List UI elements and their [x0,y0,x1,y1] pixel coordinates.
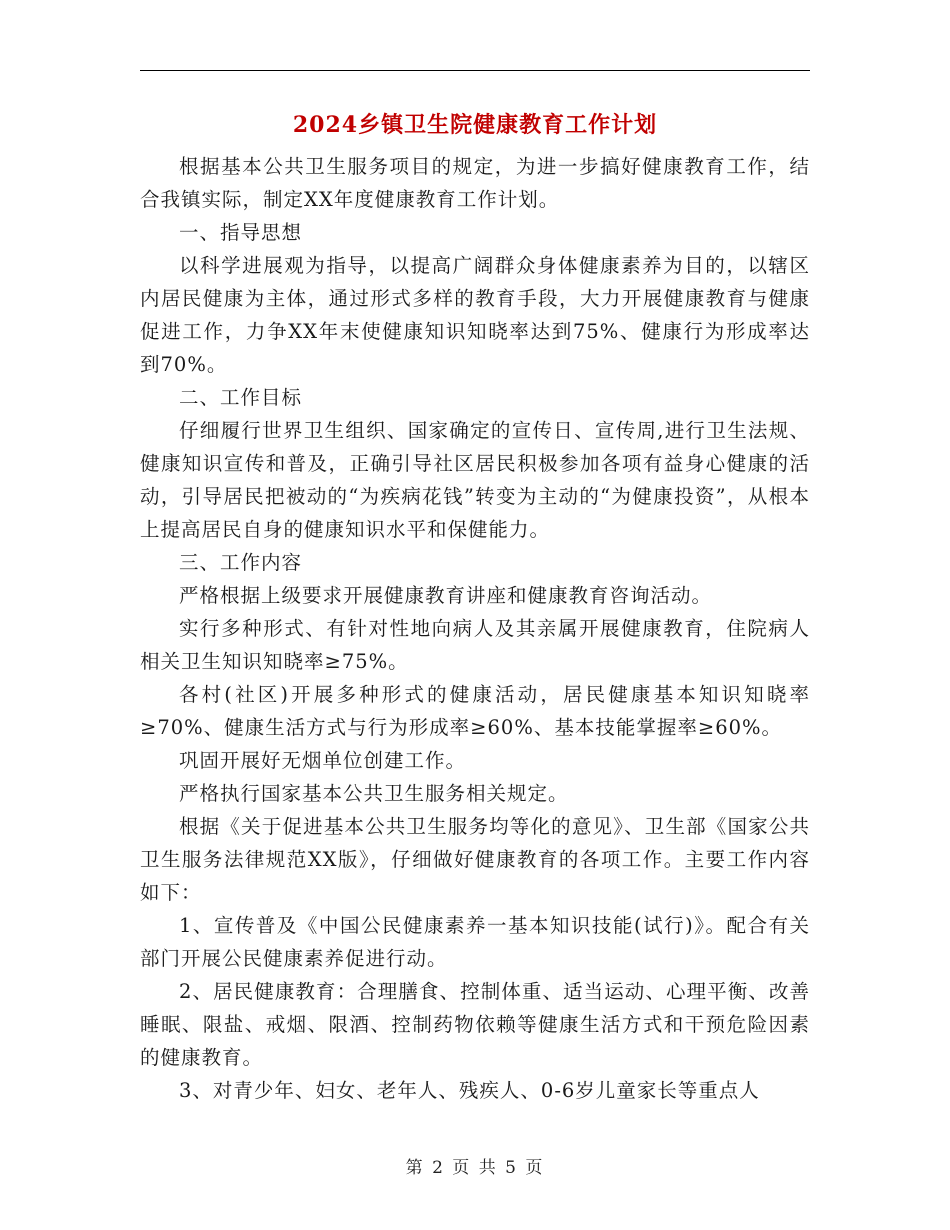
page-number: 第 2 页 共 5 页 [405,1158,545,1178]
paragraph: 严格根据上级要求开展健康教育讲座和健康教育咨询活动。 [179,584,713,607]
list-item: 1、宣传普及《中国公民健康素养一基本知识技能(试行)》。配合有关部门开展公民健康素养促进行动。 [140,914,810,970]
section-heading: 一、指导思想 [179,221,303,244]
document-title: 2024乡镇卫生院健康教育工作计划 [292,112,658,138]
header-rule [140,70,810,71]
document-body [140,150,810,1107]
paragraph: 根据基本公共卫生服务项目的规定，为进一步搞好健康教育工作，结合我镇实际，制定XX年度健康教育工作计划。 [140,155,810,211]
list-item: 3、对青少年、妇女、老年人、残疾人、0-6岁儿童家长等重点人 [179,1079,760,1102]
paragraph: 严格执行国家基本公共卫生服务相关规定。 [179,782,569,805]
section-heading: 三、工作内容 [179,551,303,574]
paragraph: 以科学进展观为指导，以提高广阔群众身体健康素养为目的，以辖区内居民健康为主体，通过形式多样的教育手段，大力开展健康教育与健康促进工作，力争XX年末使健康知识知晓率达到75%、健康行为形成率达到70%。 [140,254,810,376]
section-heading: 二、工作目标 [179,386,303,409]
list-item: 2、居民健康教育：合理膳食、控制体重、适当运动、心理平衡、改善睡眠、限盐、戒烟、限酒、控制药物依赖等健康生活方式和干预危险因素的健康教育。 [140,980,810,1069]
paragraph: 根据《关于促进基本公共卫生服务均等化的意见》、卫生部《国家公共卫生服务法律规范XX版》，仔细做好健康教育的各项工作。主要工作内容如下： [140,815,810,904]
paragraph: 各村(社区)开展多种形式的健康活动，居民健康基本知识知晓率≥70%、健康生活方式与行为形成率≥60%、基本技能掌握率≥60%。 [140,683,810,739]
paragraph: 巩固开展好无烟单位创建工作。 [179,749,467,772]
paragraph: 实行多种形式、有针对性地向病人及其亲属开展健康教育，住院病人相关卫生知识知晓率≥75%。 [140,617,810,673]
paragraph: 仔细履行世界卫生组织、国家确定的宣传日、宣传周,进行卫生法规、健康知识宣传和普及，正确引导社区居民积极参加各项有益身心健康的活动，引导居民把被动的“为疾病花钱”转变为主动的“为健康投资”，从根本上提高居民自身的健康知识水平和保健能力。 [140,419,810,541]
